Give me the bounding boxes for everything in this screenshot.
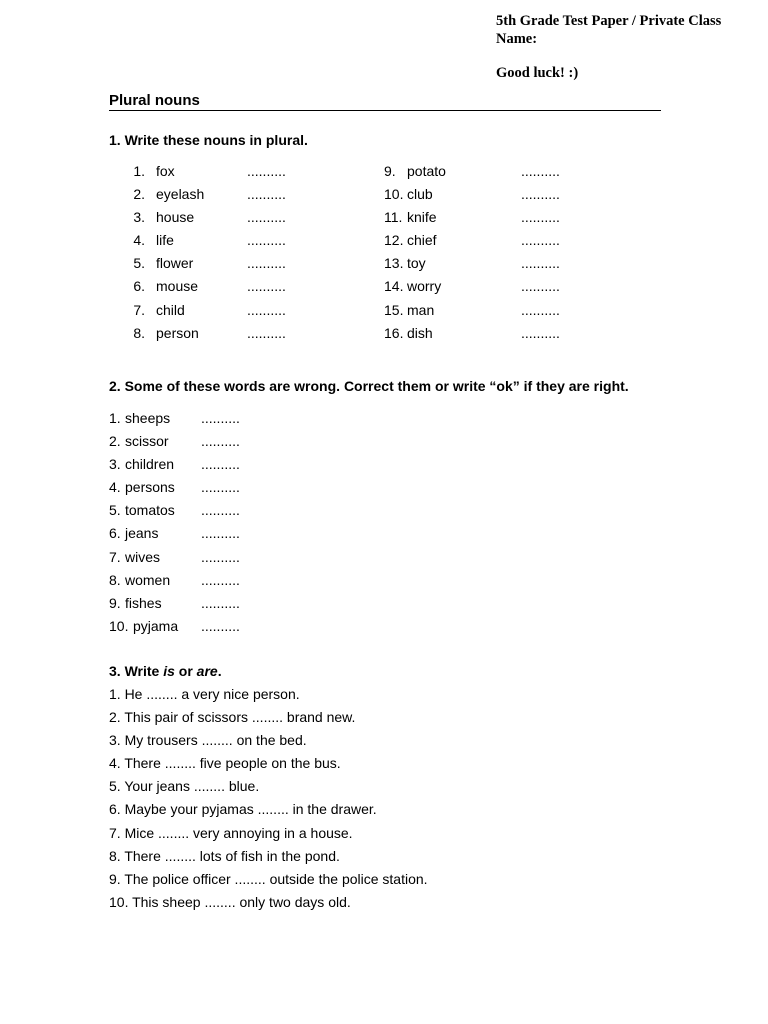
heading-is: is	[163, 663, 175, 679]
sentence-item: 4. There ........ five people on the bus.	[109, 755, 341, 772]
list-item	[109, 232, 369, 255]
item-word: worry	[407, 278, 442, 295]
name-label: Name:	[496, 31, 538, 47]
item-number: 8.	[133, 324, 145, 341]
list-item	[109, 618, 409, 641]
section-title: Plural nouns	[109, 92, 200, 109]
list-item	[109, 572, 409, 595]
item-word: jeans	[125, 525, 159, 542]
answer-blank[interactable]: ..........	[247, 163, 286, 179]
sentence-item: 7. Mice ........ very annoying in a house.	[109, 824, 353, 841]
answer-blank[interactable]: ..........	[521, 209, 560, 226]
sentence-item: 8. There ........ lots of fish in the pond.	[109, 847, 340, 864]
item-word: knife	[407, 209, 437, 226]
sentence-item: 10. This sheep ........ only two days old.	[109, 893, 351, 910]
item-number: 3.	[109, 456, 121, 473]
answer-blank[interactable]: ..........	[521, 232, 560, 249]
answer-blank[interactable]: ..........	[247, 301, 286, 318]
list-item	[384, 186, 624, 209]
answer-blank[interactable]: ..........	[201, 433, 240, 450]
item-word: club	[407, 186, 433, 203]
question-3-heading	[109, 663, 222, 679]
list-item	[109, 302, 369, 325]
list-item	[109, 479, 409, 502]
item-word: tomatos	[125, 502, 175, 519]
item-number: 1.	[109, 410, 121, 426]
list-item	[109, 595, 409, 618]
item-number: 14.	[384, 278, 404, 295]
item-word: scissor	[125, 433, 169, 450]
item-number: 11.	[384, 209, 403, 226]
answer-blank[interactable]: ..........	[201, 456, 240, 473]
question-3-list	[109, 686, 669, 917]
question-2-heading: 2. Some of these words are wrong. Correct them or write “ok” if they are right.	[109, 378, 629, 394]
item-word: eyelash	[156, 186, 205, 203]
item-number: 16.	[384, 324, 404, 341]
item-number: 7.	[133, 301, 145, 318]
item-word: man	[407, 301, 435, 318]
answer-blank[interactable]: ..........	[247, 186, 286, 203]
item-number: 8.	[109, 571, 121, 588]
answer-blank[interactable]: ..........	[521, 278, 560, 295]
sentence-item: 6. Maybe your pyjamas ........ in the drawer.	[109, 801, 377, 818]
item-number: 6.	[109, 525, 121, 542]
answer-blank[interactable]: ..........	[201, 502, 240, 519]
list-item	[109, 410, 409, 433]
item-word: persons	[125, 479, 175, 496]
item-word: wives	[125, 548, 161, 565]
item-word: life	[156, 232, 174, 249]
answer-blank[interactable]: ..........	[201, 525, 240, 542]
item-number: 4.	[109, 479, 121, 496]
list-item	[384, 278, 624, 301]
item-word: person	[156, 324, 199, 341]
item-number: 2.	[109, 433, 121, 450]
item-word: mouse	[156, 278, 199, 295]
item-number: 5.	[109, 502, 121, 519]
answer-blank[interactable]: ..........	[521, 255, 560, 272]
item-word: fishes	[125, 594, 162, 611]
answer-blank[interactable]: ..........	[247, 232, 286, 249]
list-item	[109, 255, 369, 278]
item-word: toy	[407, 255, 426, 272]
item-number: 9.	[109, 594, 121, 611]
answer-blank[interactable]: ..........	[201, 617, 240, 634]
list-item	[384, 232, 624, 255]
answer-blank[interactable]: ..........	[201, 571, 240, 588]
item-number: 6.	[133, 278, 145, 295]
list-item	[109, 325, 369, 348]
answer-blank[interactable]: ..........	[521, 301, 560, 318]
good-luck-text: Good luck! :)	[496, 65, 579, 81]
heading-or: or	[174, 663, 197, 679]
item-word: chief	[407, 232, 437, 249]
sentence-item: 2. This pair of scissors ........ brand new.	[109, 709, 356, 726]
sentence-item: 1. He ........ a very nice person.	[109, 686, 300, 702]
item-number: 12.	[384, 232, 404, 249]
answer-blank[interactable]: ..........	[247, 209, 286, 226]
answer-blank[interactable]: ..........	[247, 255, 286, 272]
list-item	[384, 163, 624, 186]
sentence-item: 5. Your jeans ........ blue.	[109, 778, 260, 795]
item-number: 2.	[133, 186, 145, 203]
answer-blank[interactable]: ..........	[521, 186, 560, 203]
answer-blank[interactable]: ..........	[247, 324, 286, 341]
answer-blank[interactable]: ..........	[247, 278, 286, 295]
list-item	[384, 302, 624, 325]
item-word: potato	[407, 163, 446, 179]
item-number: 1.	[133, 163, 145, 179]
list-item	[384, 255, 624, 278]
answer-blank[interactable]: ..........	[521, 163, 560, 179]
section-divider	[109, 110, 661, 111]
item-number: 15.	[384, 301, 404, 318]
item-word: dish	[407, 324, 433, 341]
answer-blank[interactable]: ..........	[201, 548, 240, 565]
list-item	[109, 456, 409, 479]
item-number: 7.	[109, 548, 121, 565]
list-item	[109, 209, 369, 232]
answer-blank[interactable]: ..........	[201, 410, 240, 426]
question-1-list-left	[109, 163, 369, 348]
list-item	[384, 209, 624, 232]
list-item	[109, 549, 409, 572]
list-item	[109, 186, 369, 209]
question-1-list-right	[384, 163, 624, 348]
item-number: 4.	[133, 232, 145, 249]
item-word: women	[125, 571, 171, 588]
sentence-item: 9. The police officer ........ outside the police station.	[109, 870, 428, 887]
item-word: flower	[156, 255, 194, 272]
item-word: child	[156, 301, 185, 318]
list-item	[109, 163, 369, 186]
item-number: 9.	[384, 163, 396, 179]
item-number: 10.	[384, 186, 404, 203]
item-word: pyjama	[133, 617, 179, 634]
answer-blank[interactable]: ..........	[521, 324, 560, 341]
question-1-heading: 1. Write these nouns in plural.	[109, 132, 308, 148]
item-word: children	[125, 456, 175, 473]
list-item	[109, 433, 409, 456]
question-2-list	[109, 410, 409, 641]
list-item	[109, 502, 409, 525]
item-word: fox	[156, 163, 175, 179]
heading-prefix: 3. Write	[109, 663, 164, 679]
item-number: 13.	[384, 255, 404, 272]
item-word: house	[156, 209, 195, 226]
item-number: 3.	[133, 209, 145, 226]
heading-are: are	[196, 663, 218, 679]
header-spacer	[496, 48, 764, 64]
answer-blank[interactable]: ..........	[201, 594, 240, 611]
list-item	[109, 278, 369, 301]
test-title: 5th Grade Test Paper / Private Class	[496, 13, 722, 29]
answer-blank[interactable]: ..........	[201, 479, 240, 496]
list-item	[109, 525, 409, 548]
item-number: 10.	[109, 617, 129, 634]
list-item	[384, 325, 624, 348]
heading-suffix: .	[217, 663, 222, 679]
sentence-item: 3. My trousers ........ on the bed.	[109, 732, 307, 749]
item-number: 5.	[133, 255, 145, 272]
page-header	[496, 12, 764, 82]
item-word: sheeps	[125, 410, 171, 426]
